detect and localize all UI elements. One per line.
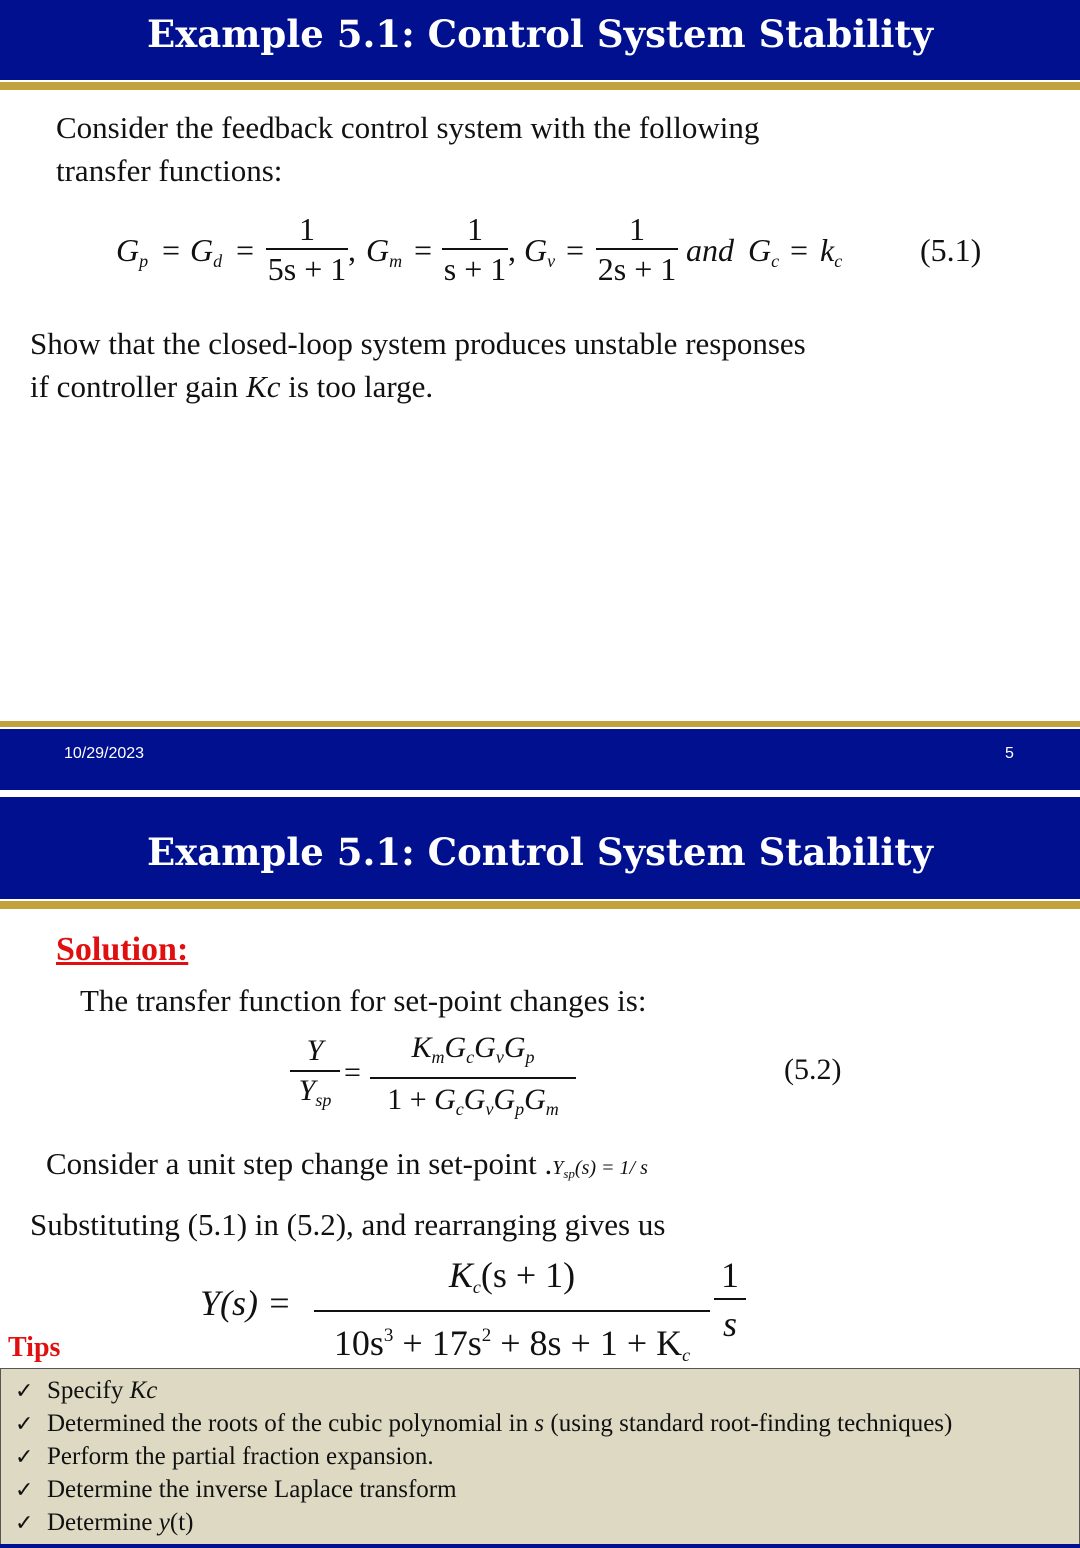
slide-page-number: 5	[1005, 745, 1014, 762]
eq-number-5-2: (5.2)	[784, 1053, 842, 1086]
tip-item	[1, 1375, 1079, 1408]
solution-label: Solution:	[56, 931, 189, 968]
eq-equals: =	[162, 232, 181, 268]
tip-text: Determine	[47, 1509, 159, 1536]
substituting-text: Substituting (5.1) in (5.2), and rearranging gives us	[30, 1207, 666, 1242]
tip-item	[1, 1408, 1079, 1441]
slide2-title: Example 5.1: Control System Stability	[147, 830, 933, 874]
slide-date: 10/29/2023	[64, 745, 145, 762]
eq-comma: ,	[508, 232, 516, 268]
eq-gd: $G_d$	[190, 232, 223, 271]
checkmark-icon: ✓	[15, 1412, 34, 1437]
tip-italic-text: s	[534, 1410, 545, 1437]
eq3-main-fraction: $K_c(s + 1)$ $10s^3 + 17s^2 + 8s + 1 + K_c$	[314, 1254, 710, 1377]
tip-text: Determined the roots of the cubic polynomial in	[47, 1410, 535, 1437]
eq-equals: =	[236, 232, 255, 268]
checkmark-icon: ✓	[15, 1379, 34, 1404]
intro-line-2: transfer functions:	[56, 153, 283, 188]
eq2-lhs-fraction: Y $Y_{sp}$	[290, 1034, 340, 1117]
eq-number-5-1: (5.1)	[920, 232, 982, 268]
fraction-gm: 1 s + 1	[443, 211, 507, 287]
tip-item	[1, 1474, 1079, 1507]
tips-label: Tips	[8, 1332, 61, 1363]
slide1-footer-bar	[0, 729, 1080, 790]
tip-item	[1, 1507, 1079, 1540]
eq-gm: $G_m$	[366, 232, 403, 271]
eq2-rhs-fraction: $K_mG_cG_vG_p$ $1 + G_cG_vG_pG_m$	[370, 1030, 576, 1128]
slide1-header-stripe	[0, 82, 1080, 90]
show-line-1: Show that the closed-loop system produces unstable responses	[30, 326, 806, 361]
eq-and: and	[686, 232, 734, 268]
eq-equals: =	[790, 232, 809, 268]
eq-gv: $G_v$	[524, 232, 556, 271]
eq-kc: $k_c$	[820, 232, 843, 271]
slide2-header-stripe	[0, 901, 1080, 909]
fraction-gp: 1 5s + 1	[267, 211, 347, 287]
checkmark-icon: ✓	[15, 1511, 34, 1536]
show-line-2: if controller gain Kc is too large.	[30, 369, 434, 404]
tip-italic-text: Kc	[129, 1377, 158, 1404]
intro-line-1: Consider the feedback control system with the following	[56, 110, 760, 145]
tip-italic-text: y	[158, 1509, 170, 1536]
eq-comma: ,	[348, 232, 356, 268]
tip-text: Perform the partial fraction expansion.	[47, 1443, 434, 1470]
eq-equals: =	[566, 232, 585, 268]
tips-list	[1, 1369, 1079, 1540]
tip-after-text: (t)	[169, 1509, 194, 1536]
slide1-title: Example 5.1: Control System Stability	[147, 12, 933, 56]
tip-item	[1, 1441, 1079, 1474]
fraction-gv: 1 2s + 1	[597, 211, 677, 287]
tips-box	[0, 1368, 1080, 1545]
slide1-footer-stripe	[0, 721, 1080, 727]
eq-gc: $G_c$	[748, 232, 780, 271]
slide2-footer-bar	[0, 1544, 1080, 1548]
eq3-one-over-s: 1 s	[714, 1254, 746, 1346]
eq-gp: $G_p$	[116, 232, 149, 271]
eq3-lhs: Y(s) =	[200, 1283, 292, 1323]
tip-text: Determine the inverse Laplace transform	[47, 1476, 457, 1503]
eq2-equals: =	[344, 1056, 361, 1089]
tip-after-text: (using standard root-finding techniques)	[544, 1410, 953, 1437]
tip-text: Specify	[47, 1377, 130, 1404]
unit-step-text: Consider a unit step change in set-point $.Y_{sp}(s) = 1/$ s	[46, 1146, 648, 1181]
tf-intro: The transfer function for set-point changes is:	[80, 983, 647, 1018]
checkmark-icon: ✓	[15, 1445, 34, 1470]
checkmark-icon: ✓	[15, 1478, 34, 1503]
eq-equals: =	[414, 232, 433, 268]
